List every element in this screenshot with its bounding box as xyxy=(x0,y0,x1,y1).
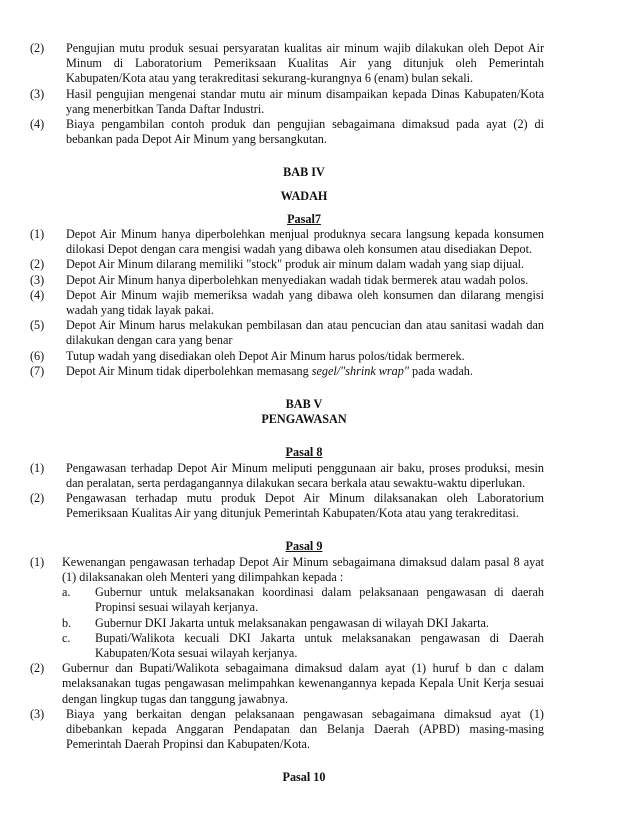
sub-item-text: Gubernur untuk melaksanakan koordinasi dalam pelaksanaan pengawasan di daerah Propinsi sesuai wilayah kerjanya. xyxy=(95,585,544,615)
item-number: (4) xyxy=(30,287,45,302)
item-text: Gubernur dan Bupati/Walikota sebagaimana dimaksud dalam ayat (1) huruf b dan c dalam melaksanakan tugas pengawasan melimpahkan kewenangannya kepada Kepala Unit Kerja sesuai dengan lingkup tugas dan tanggung jawabnya. xyxy=(62,661,544,706)
item-number: (1) xyxy=(30,554,45,569)
item-text: Kewenangan pengawasan terhadap Depot Air Minum sebagaimana dimaksud dalam pasal 8 ayat (1) dilaksanakan oleh Menteri yang dilimpahkan kepada : xyxy=(62,554,544,584)
list-item xyxy=(30,491,544,521)
item-number: (2) xyxy=(30,661,45,676)
item-text: Pengawasan terhadap mutu produk Depot Air Minum dilaksanakan oleh Laboratorium Pemeriksaan Kualitas Air yang ditunjuk Pemerintah Kabupaten/Kota atau yang terakreditasi. xyxy=(66,491,544,521)
sub-item-text: Gubernur DKI Jakarta untuk melaksanakan pengawasan di wilayah DKI Jakarta. xyxy=(95,615,489,630)
sub-item xyxy=(62,631,544,661)
item-number: (4) xyxy=(30,117,45,132)
list-item xyxy=(30,661,544,707)
item-text: Hasil pengujian mengenai standar mutu air minum disampaikan kepada Dinas Kabupaten/Kota yang menerbitkan Tanda Daftar Industri. xyxy=(66,86,544,116)
chapter-name: WADAH xyxy=(280,188,328,203)
sub-item-letter: c. xyxy=(62,630,71,645)
item-text: Depot Air Minum dilarang memiliki "stock" produk air minum dalam wadah yang siap dijual. xyxy=(66,257,525,272)
item-text xyxy=(66,364,544,379)
item-text: Depot Air Minum harus melakukan pembilasan dan atau pencucian dan atau sanitasi wadah dan dilakukan dengan cara yang benar xyxy=(66,318,544,348)
list-item xyxy=(30,349,544,364)
article-heading-text: Pasal 9 xyxy=(285,539,323,554)
item-number: (2) xyxy=(30,41,45,55)
list-item xyxy=(30,117,544,147)
list-item xyxy=(30,555,544,585)
list-item xyxy=(30,318,544,348)
sub-item-text: Bupati/Walikota kecuali DKI Jakarta untuk melaksanakan pengawasan di Daerah Kabupaten/Kota sesuai wilayah kerjanya. xyxy=(95,630,544,660)
list-item xyxy=(30,227,544,257)
item-number: (3) xyxy=(30,86,45,101)
item-text-part: pada wadah. xyxy=(408,363,473,378)
list-item xyxy=(30,288,544,318)
item-text: Tutup wadah yang disediakan oleh Depot Air Minum harus polos/tidak bermerek. xyxy=(66,348,465,363)
item-number: (2) xyxy=(30,491,45,506)
item-text: Pengujian mutu produk sesuai persyaratan kualitas air minum wajib dilakukan oleh Depot Air Minum di Laboratorium Pemeriksaan Kualitas Air yang ditunjuk oleh Pemerintah Kabupaten/Kota atau yang terakreditasi sekurang-kurangnya 6 (enam) bulan sekali. xyxy=(66,41,544,86)
list-item xyxy=(30,87,544,117)
sub-item-letter: b. xyxy=(62,615,72,630)
item-number: (3) xyxy=(30,706,45,721)
chapter-title: BAB IV xyxy=(283,165,325,180)
item-text-part: Depot Air Minum tidak diperbolehkan memasang xyxy=(66,363,312,378)
chapter-title: BAB V xyxy=(285,397,323,412)
item-text: Pengawasan terhadap Depot Air Minum meliputi penggunaan air baku, proses produksi, mesin dan peralatan, serta perdagangannya dilakukan secara berkala atau sewaktu-waktu diperlukan. xyxy=(66,460,544,490)
item-text: Biaya pengambilan contoh produk dan pengujian sebagaimana dimaksud pada ayat (2) di bebankan pada Depot Air Minum yang bersangkutan. xyxy=(66,117,544,147)
list-item xyxy=(30,707,544,753)
item-number: (2) xyxy=(30,257,45,272)
item-number: (1) xyxy=(30,460,45,475)
chapter-name: PENGAWASAN xyxy=(261,412,347,427)
article-heading xyxy=(30,539,544,554)
list-item xyxy=(30,364,544,379)
sub-item xyxy=(62,616,544,631)
item-text: Depot Air Minum wajib memeriksa wadah yang dibawa oleh konsumen dan dilarang mengisi wadah yang tidak layak pakai. xyxy=(66,287,544,318)
sub-item xyxy=(62,585,544,615)
list-item xyxy=(30,257,544,272)
article-heading-text: Pasal 10 xyxy=(282,770,326,785)
article-heading xyxy=(30,212,544,227)
list-item xyxy=(30,273,544,288)
list-item xyxy=(30,41,544,87)
article-heading-text: Pasal7 xyxy=(287,211,321,226)
article-heading xyxy=(30,770,544,785)
item-number: (3) xyxy=(30,272,45,287)
article-heading xyxy=(30,445,544,460)
document-page xyxy=(30,41,544,786)
item-text-italic: segel/"shrink wrap" xyxy=(311,363,409,378)
item-number: (7) xyxy=(30,363,45,378)
item-text: Depot Air Minum hanya diperbolehkan menyediakan wadah tidak bermerek atau wadah polos. xyxy=(66,272,529,287)
article-heading-text: Pasal 8 xyxy=(285,445,323,460)
item-number: (1) xyxy=(30,227,45,242)
list-item xyxy=(30,461,544,491)
item-text: Biaya yang berkaitan dengan pelaksanaan pengawasan sebagaimana dimaksud ayat (1) dibebankan kepada Anggaran Pendapatan dan Belanja Daerah (APBD) masing-masing Pemerintah Daerah Propinsi dan Kabupaten/Kota. xyxy=(66,706,544,752)
sub-item-letter: a. xyxy=(62,585,71,600)
item-number: (5) xyxy=(30,318,45,333)
item-text: Depot Air Minum hanya diperbolehkan menjual produknya secara langsung kepada konsumen dilokasi Depot dengan cara mengisi wadah yang dibawa oleh konsumen atau disediakan Depot. xyxy=(66,227,544,257)
item-number: (6) xyxy=(30,348,45,363)
